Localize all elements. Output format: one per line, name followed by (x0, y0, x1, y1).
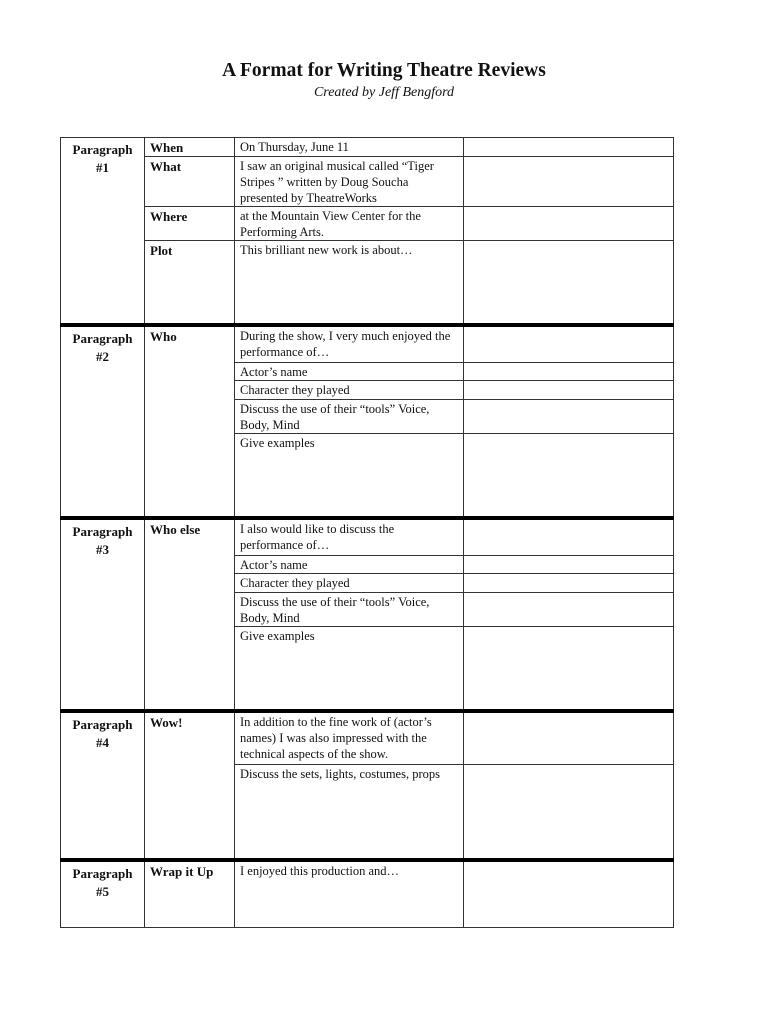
topic-label: Wrap it Up (145, 860, 235, 928)
paragraph-label: Paragraph #1 (61, 138, 145, 325)
response-cell[interactable] (464, 556, 674, 574)
paragraph-label: Paragraph #4 (61, 711, 145, 860)
prompt-text: Discuss the use of their “tools” Voice, Body, Mind (235, 593, 464, 627)
response-cell[interactable] (464, 138, 674, 157)
page-subtitle: Created by Jeff Bengford (313, 85, 455, 100)
prompt-text: Character they played (235, 574, 464, 593)
response-cell[interactable] (464, 157, 674, 207)
prompt-text: On Thursday, June 11 (235, 138, 464, 157)
prompt-text: I also would like to discuss the performance of… (235, 518, 464, 556)
prompt-text: Discuss the sets, lights, costumes, props (235, 765, 464, 860)
response-cell[interactable] (464, 241, 674, 325)
table-row (61, 138, 674, 157)
table-row (61, 157, 674, 207)
paragraph-label: Paragraph #3 (61, 518, 145, 711)
topic-label: When (145, 138, 235, 157)
topic-label: What (145, 157, 235, 207)
prompt-text: Discuss the use of their “tools” Voice, Body, Mind (235, 400, 464, 434)
response-cell[interactable] (464, 400, 674, 434)
response-cell[interactable] (464, 325, 674, 363)
response-cell[interactable] (464, 711, 674, 765)
response-cell[interactable] (464, 593, 674, 627)
table-row (61, 241, 674, 325)
prompt-text: at the Mountain View Center for the Performing Arts. (235, 207, 464, 241)
response-cell[interactable] (464, 574, 674, 593)
topic-label: Plot (145, 241, 235, 325)
response-cell[interactable] (464, 518, 674, 556)
topic-label: Wow! (145, 711, 235, 860)
paragraph-label: Paragraph #2 (61, 325, 145, 518)
paragraph-label: Paragraph #5 (61, 860, 145, 928)
response-cell[interactable] (464, 381, 674, 400)
prompt-text: Actor’s name (235, 556, 464, 574)
table-row (61, 325, 674, 363)
response-cell[interactable] (464, 860, 674, 928)
topic-label: Where (145, 207, 235, 241)
response-cell[interactable] (464, 627, 674, 711)
prompt-text: In addition to the fine work of (actor’s names) I was also impressed with the technical aspects of the show. (235, 711, 464, 765)
prompt-text: Character they played (235, 381, 464, 400)
review-format-table (60, 137, 674, 928)
response-cell[interactable] (464, 434, 674, 518)
prompt-text: This brilliant new work is about… (235, 241, 464, 325)
response-cell[interactable] (464, 363, 674, 381)
prompt-text: I enjoyed this production and… (235, 860, 464, 928)
prompt-text: I saw an original musical called “Tiger Stripes ” written by Doug Soucha presented by TheatreWorks (235, 157, 464, 207)
prompt-text: Give examples (235, 434, 464, 518)
topic-label: Who else (145, 518, 235, 711)
table-row (61, 860, 674, 928)
topic-label: Who (145, 325, 235, 518)
prompt-text: Give examples (235, 627, 464, 711)
table-row (61, 711, 674, 765)
response-cell[interactable] (464, 207, 674, 241)
table-row (61, 207, 674, 241)
table-row (61, 518, 674, 556)
prompt-text: Actor’s name (235, 363, 464, 381)
page-title: A Format for Writing Theatre Reviews (222, 60, 546, 81)
prompt-text: During the show, I very much enjoyed the performance of… (235, 325, 464, 363)
response-cell[interactable] (464, 765, 674, 860)
